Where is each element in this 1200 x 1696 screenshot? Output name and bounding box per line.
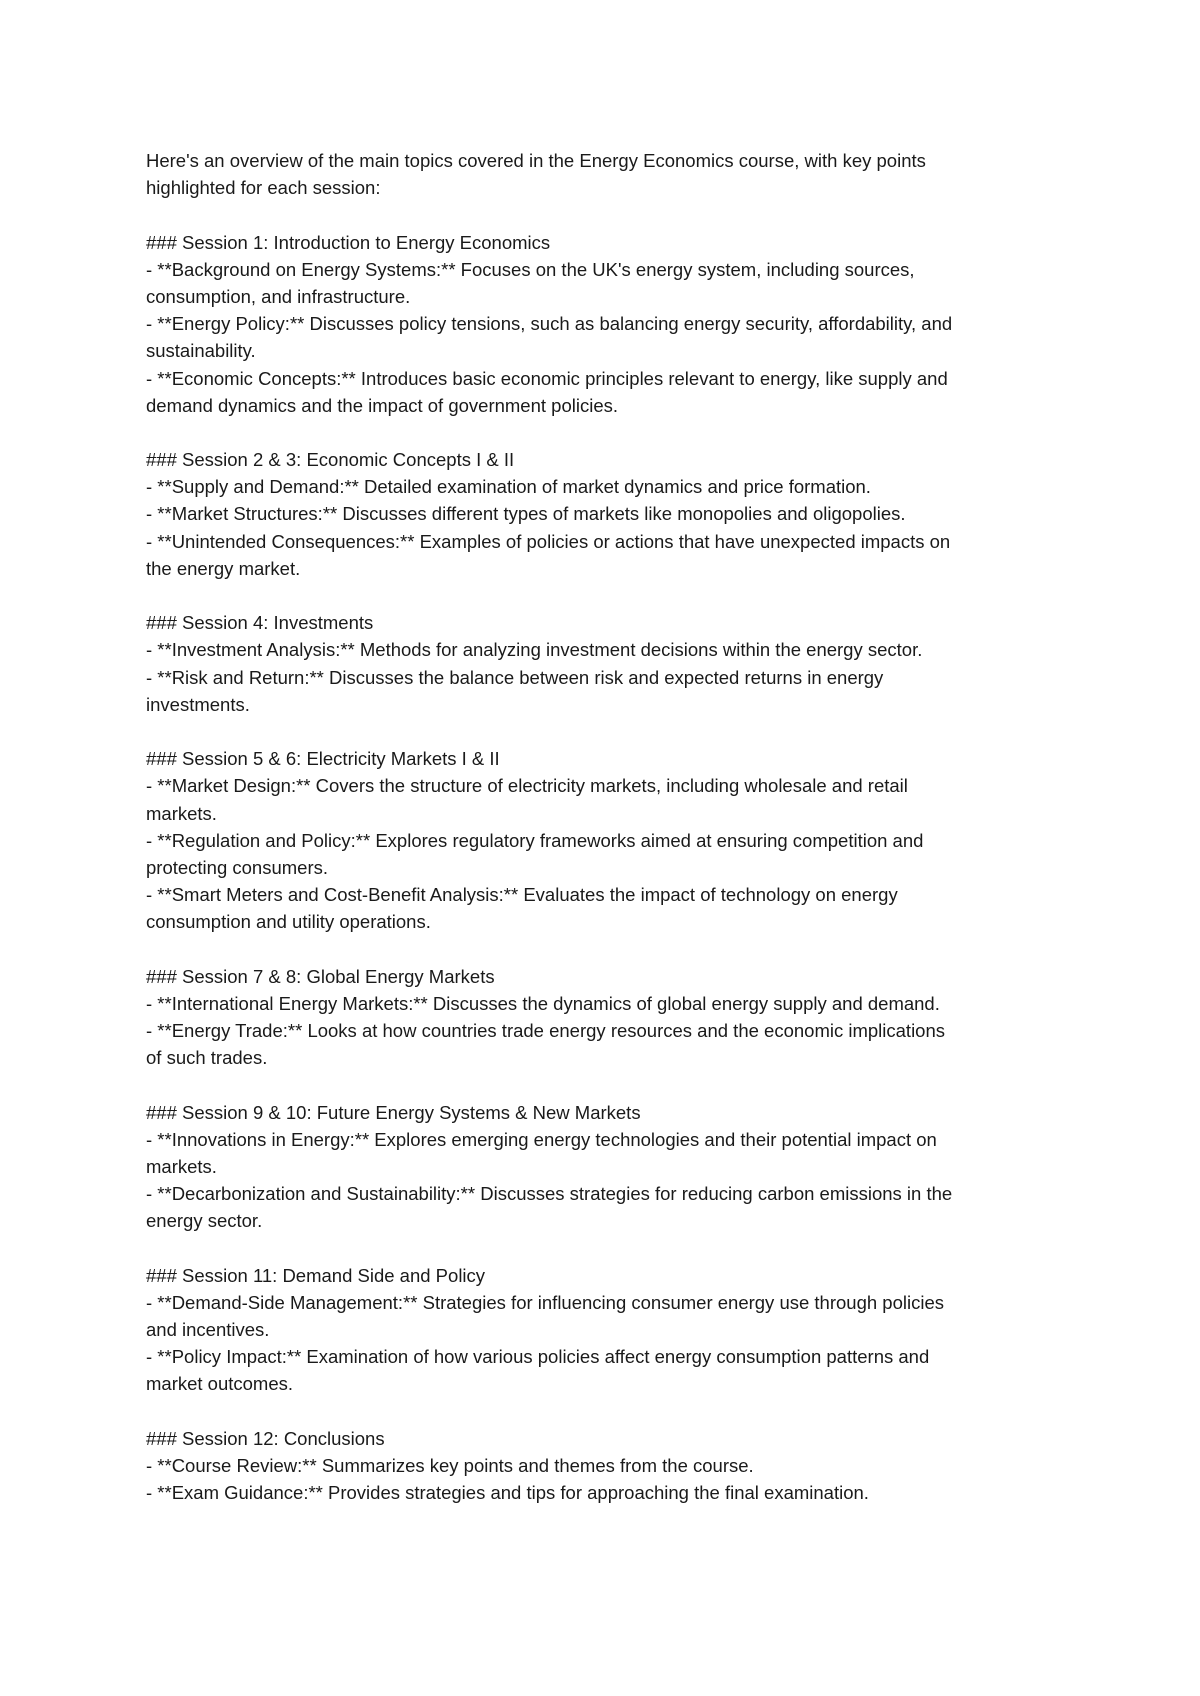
bullet-line: - **Economic Concepts:** Introduces basic economic principles relevant to energy, like supply and — [146, 367, 948, 389]
session-heading: ### Session 4: Investments — [146, 612, 374, 634]
text-line: of such trades. — [146, 1047, 268, 1069]
bullet-line: - **Demand-Side Management:** Strategies for influencing consumer energy use through policies — [146, 1291, 944, 1313]
blank-line — [146, 935, 1056, 962]
bullet-line: - **Course Review:** Summarizes key points and themes from the course. — [146, 1455, 754, 1476]
bullet-line: - **Energy Policy:** Discusses policy tensions, such as balancing energy security, affordability, and — [146, 313, 953, 335]
text-line: consumption, and infrastructure. — [146, 285, 411, 307]
text-line: market outcomes. — [146, 1373, 294, 1395]
blank-line — [146, 718, 1056, 745]
bullet-line: - **Background on Energy Systems:** Focuses on the UK's energy system, including sources, — [146, 258, 915, 280]
bullet-line: - **Supply and Demand:** Detailed examination of market dynamics and price formation. — [146, 476, 871, 498]
session-heading: ### Session 2 & 3: Economic Concepts I & II — [146, 449, 515, 471]
text-line: consumption and utility operations. — [146, 911, 431, 933]
text-line: the energy market. — [146, 557, 301, 579]
session-heading: ### Session 7 & 8: Global Energy Markets — [146, 965, 495, 987]
bullet-line: - **Regulation and Policy:** Explores regulatory frameworks aimed at ensuring competition and — [146, 829, 924, 851]
text-line: protecting consumers. — [146, 856, 329, 878]
bullet-line: - **Market Design:** Covers the structure of electricity markets, including wholesale and retail — [146, 775, 908, 797]
text-line: Here's an overview of the main topics covered in the Energy Economics course, with key points — [146, 150, 926, 171]
blank-line — [146, 419, 1056, 446]
bullet-line: - **Market Structures:** Discusses different types of markets like monopolies and oligopolies. — [146, 503, 906, 525]
text-line: demand dynamics and the impact of government policies. — [146, 394, 619, 416]
text-line: sustainability. — [146, 340, 256, 362]
bullet-line: - **Energy Trade:** Looks at how countries trade energy resources and the economic implications — [146, 1020, 946, 1041]
bullet-line: - **Investment Analysis:** Methods for analyzing investment decisions within the energy sector. — [146, 639, 923, 661]
text-line: highlighted for each session: — [146, 177, 381, 199]
text-line: and incentives. — [146, 1319, 270, 1341]
bullet-line: - **Smart Meters and Cost-Benefit Analysis:** Evaluates the impact of technology on energy — [146, 884, 898, 906]
text-line: energy sector. — [146, 1210, 263, 1232]
bullet-line: - **Innovations in Energy:** Explores emerging energy technologies and their potential impact on — [146, 1128, 937, 1150]
blank-line — [146, 1235, 1056, 1262]
bullet-line: - **Unintended Consequences:** Examples of policies or actions that have unexpected impacts on — [146, 530, 951, 552]
blank-line — [146, 1398, 1056, 1425]
text-line: markets. — [146, 802, 217, 824]
bullet-line: - **Exam Guidance:** Provides strategies and tips for approaching the final examination. — [146, 1482, 869, 1504]
blank-line — [146, 582, 1056, 609]
session-heading: ### Session 12: Conclusions — [146, 1427, 385, 1449]
bullet-line: - **Risk and Return:** Discusses the balance between risk and expected returns in energy — [146, 666, 884, 688]
bullet-line: - **International Energy Markets:** Discusses the dynamics of global energy supply and demand. — [146, 992, 940, 1014]
session-heading: ### Session 11: Demand Side and Policy — [146, 1264, 486, 1286]
bullet-line: - **Policy Impact:** Examination of how various policies affect energy consumption patterns and — [146, 1346, 930, 1368]
session-heading: ### Session 9 & 10: Future Energy Systems & New Markets — [146, 1101, 641, 1123]
document-text — [146, 147, 1056, 1506]
session-heading: ### Session 5 & 6: Electricity Markets I & II — [146, 748, 500, 770]
blank-line — [146, 201, 1056, 228]
text-line: investments. — [146, 693, 250, 715]
bullet-line: - **Decarbonization and Sustainability:** Discusses strategies for reducing carbon emissions in the — [146, 1183, 953, 1205]
session-heading: ### Session 1: Introduction to Energy Economics — [146, 231, 551, 253]
blank-line — [146, 1071, 1056, 1098]
text-line: markets. — [146, 1155, 217, 1177]
